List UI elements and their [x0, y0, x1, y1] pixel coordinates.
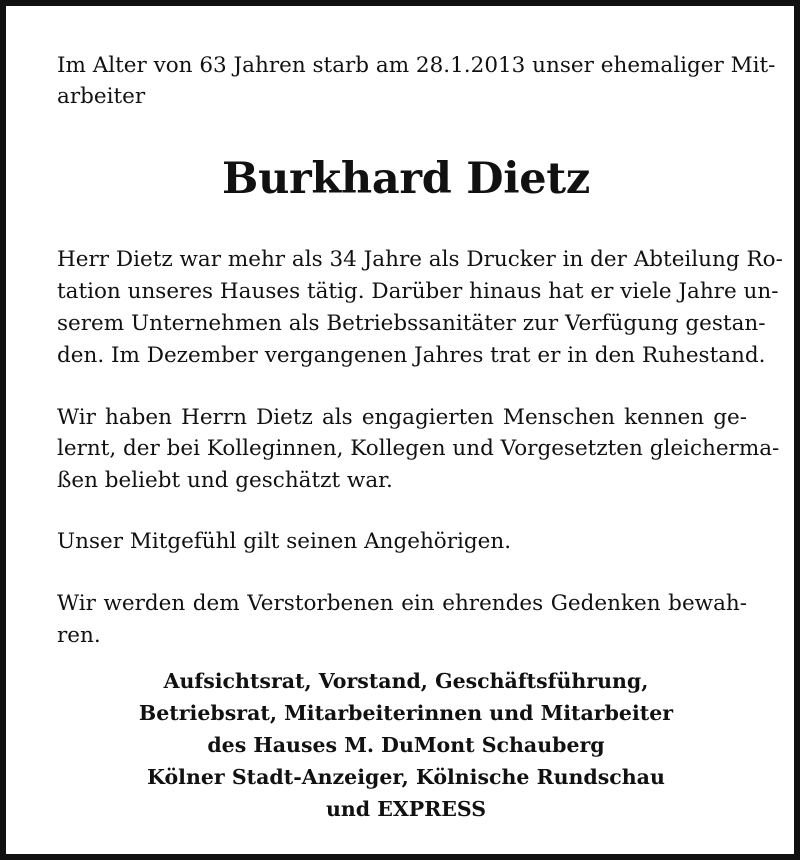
paragraph-line: ren. [57, 623, 101, 648]
paragraph-line: Unser Mitgefühl gilt seinen Angehörigen. [57, 529, 512, 554]
paragraph-line: Wir werden dem Verstorbenen ein ehrendes Gedenken bewah- [57, 591, 747, 616]
intro-line: arbeiter [57, 84, 146, 109]
intro-line: Im Alter von 63 Jahren starb am 28.1.2013 unser ehemaliger Mit- [57, 53, 776, 78]
signature-line: und EXPRESS [325, 797, 487, 821]
paragraph-line: lernt, der bei Kolleginnen, Kollegen und Vorgesetzten gleicherma- [57, 436, 780, 461]
signature-line: des Hauses M. DuMont Schauberg [207, 733, 605, 757]
signature-line: Aufsichtsrat, Vorstand, Geschäftsführung, [163, 669, 649, 693]
paragraph-line: ßen beliebt und geschätzt war. [57, 468, 393, 493]
signature-line: Kölner Stadt-Anzeiger, Kölnische Rundschau [147, 765, 665, 789]
deceased-name: Burkhard Dietz [222, 154, 590, 204]
paragraph-line: Wir haben Herrn Dietz als engagierten Menschen kennen ge- [57, 405, 747, 430]
paragraph-line: tation unseres Hauses tätig. Darüber hinaus hat er viele Jahre un- [57, 279, 779, 304]
signature-line: Betriebsrat, Mitarbeiterinnen und Mitarbeiter [138, 701, 674, 725]
paragraph-line: Herr Dietz war mehr als 34 Jahre als Drucker in der Abteilung Ro- [57, 247, 783, 272]
paragraph-line: serem Unternehmen als Betriebssanitäter zur Verfügung gestan- [57, 311, 766, 336]
paragraph-line: den. Im Dezember vergangenen Jahres trat er in den Ruhestand. [57, 343, 766, 368]
